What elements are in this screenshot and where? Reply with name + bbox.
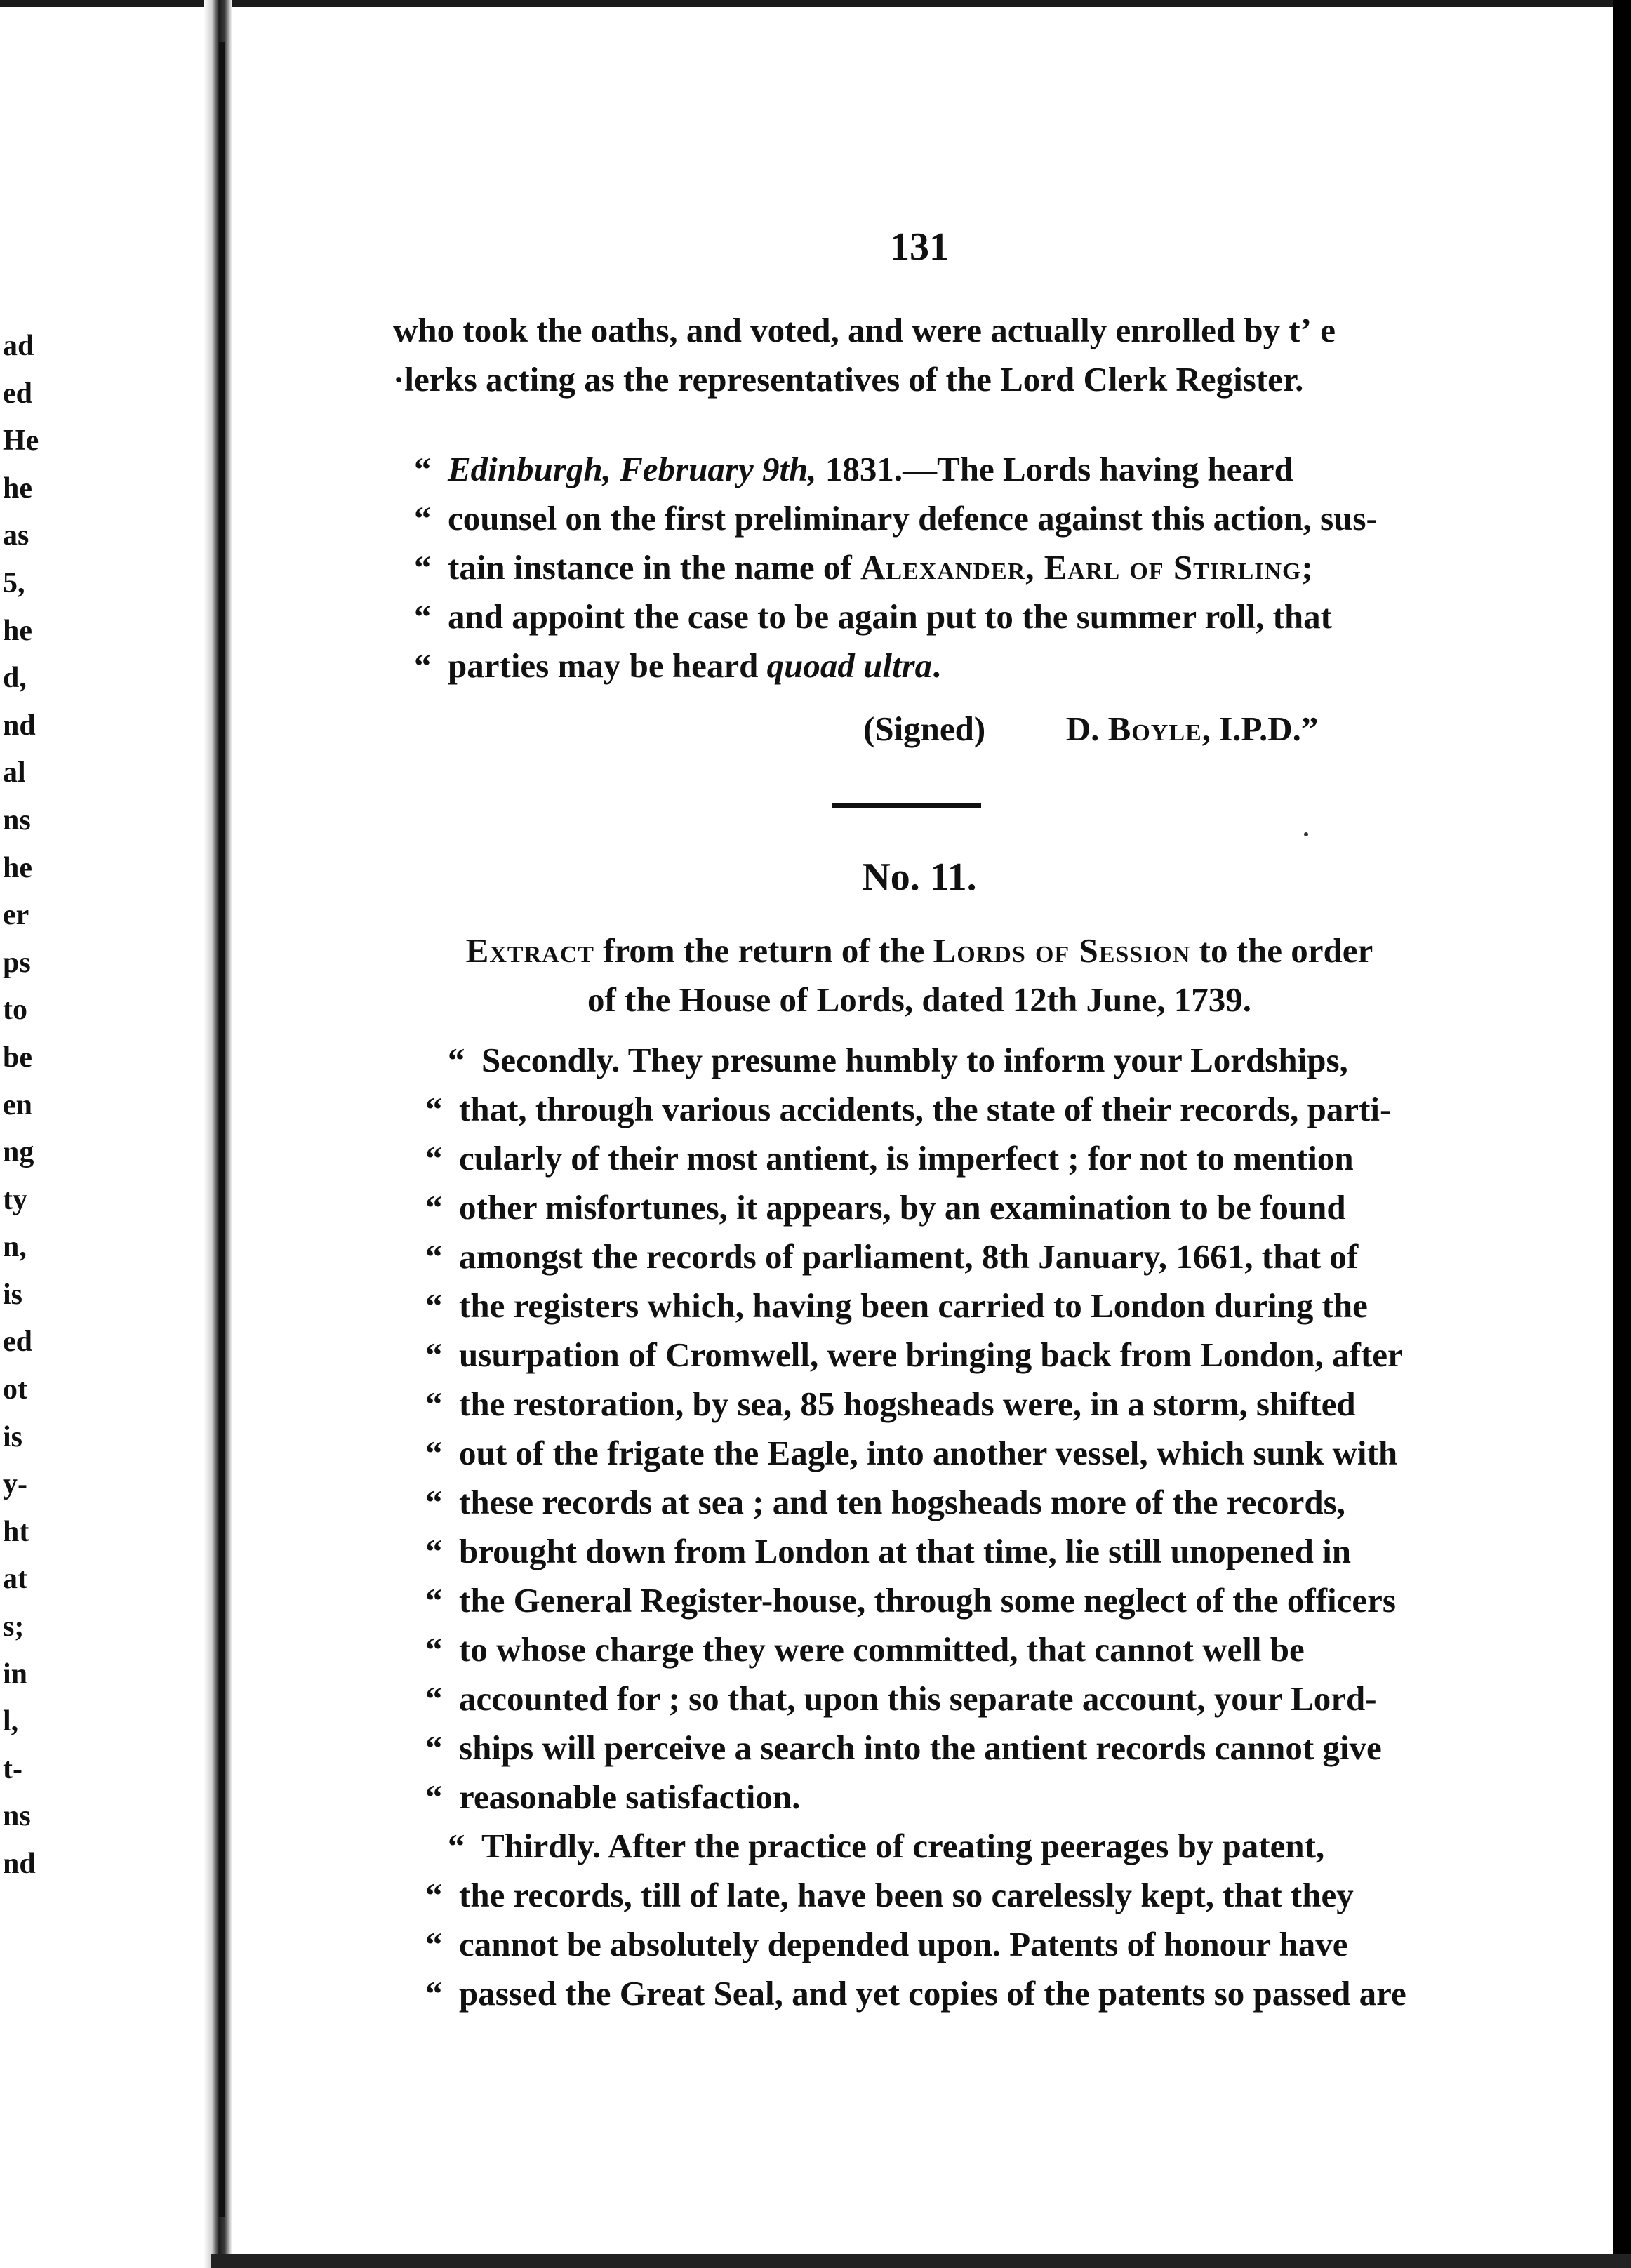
latin-phrase: quoad ultra [766, 646, 933, 685]
prev-page-fragment: be [3, 1041, 32, 1074]
ink-speck [1304, 832, 1308, 836]
quote-mark: “ [425, 1777, 443, 1816]
quote-text: tain instance in the name of [448, 548, 852, 587]
prev-page-fragment: ns [3, 1800, 31, 1833]
prev-page-fragment: ot [3, 1373, 27, 1406]
quote-line [425, 1674, 1464, 1723]
quote-mark: “ [414, 450, 432, 488]
quote-mark: “ [425, 1483, 443, 1521]
quote-line [425, 1969, 1464, 2018]
lords-of-session: Lords of Session [933, 931, 1191, 970]
quote-text: out of the frigate the Eagle, into another vessel, which sunk with [459, 1434, 1398, 1472]
signer-initial: D. [1065, 709, 1100, 748]
prev-page-fragment: nd [3, 709, 36, 742]
interlocutor-quote [414, 445, 1453, 691]
quote-mark: “ [425, 1925, 443, 1963]
quote-text: passed the Great Seal, and yet copies of the patents so passed are [459, 1974, 1406, 2013]
quote-line [425, 1036, 1464, 1085]
prev-page-fragment: y- [3, 1468, 27, 1501]
page-number: 131 [890, 225, 949, 269]
quote-text: the General Register-house, through some neglect of the officers [459, 1581, 1396, 1620]
quote-text: counsel on the first preliminary defence against this action, sus- [448, 499, 1378, 538]
scan-edge-bottom [211, 2254, 1631, 2268]
quote-text: accounted for ; so that, upon this separate account, your Lord- [459, 1679, 1377, 1718]
quote-text: to whose charge they were committed, that cannot well be [459, 1630, 1305, 1669]
quote-mark: “ [425, 1581, 443, 1620]
prev-page-fragment: ed [3, 1326, 32, 1359]
prev-page-fragment: ht [3, 1515, 29, 1548]
signer-title: , I.P.D.” [1201, 709, 1319, 748]
quote-mark: “ [425, 1876, 443, 1914]
extract-body [425, 1036, 1464, 2018]
prev-page-fragment: ty [3, 1183, 27, 1216]
quote-mark: “ [414, 499, 432, 538]
quote-text: usurpation of Cromwell, were bringing back from London, after [459, 1335, 1403, 1374]
prev-page-fragment: is [3, 1278, 23, 1311]
quote-text: ships will perceive a search into the antient records cannot give [459, 1728, 1382, 1767]
quote-text: cannot be absolutely depended upon. Patents of honour have [459, 1925, 1348, 1963]
quote-mark: “ [425, 1188, 443, 1227]
quote-line [414, 543, 1453, 592]
prev-page-fragment: at [3, 1563, 27, 1596]
prev-page-fragment: nd [3, 1848, 36, 1880]
prev-page-fragment: ns [3, 803, 31, 836]
quote-mark: “ [448, 1041, 465, 1079]
intro-paragraph [393, 306, 1432, 404]
prev-page-fragment: in [3, 1657, 28, 1690]
quote-text: ; [1301, 548, 1313, 587]
prev-page-fragment: ng [3, 1136, 34, 1169]
prev-page-fragment: t- [3, 1752, 22, 1785]
quote-line [425, 1478, 1464, 1527]
prev-page-fragment: is [3, 1420, 23, 1453]
quote-line [425, 1281, 1464, 1330]
quote-line [425, 1527, 1464, 1576]
earl-name: Alexander, Earl of Stirling [860, 548, 1302, 587]
quote-line [414, 641, 1453, 691]
scan-edge-right [1613, 0, 1631, 2268]
quote-text: the records, till of late, have been so carelessly kept, that they [459, 1876, 1354, 1914]
extract-heading [414, 926, 1425, 1025]
section-heading: No. 11. [862, 855, 977, 899]
quote-line [414, 445, 1453, 494]
signed-label: (Signed) [863, 709, 986, 748]
quote-mark: “ [425, 1335, 443, 1374]
prev-page-fragment: ps [3, 946, 31, 979]
prev-page-fragment: he [3, 614, 32, 647]
prev-page-fragment: he [3, 472, 32, 505]
quote-text: Secondly. They presume humbly to inform your Lordships, [481, 1041, 1348, 1079]
quote-line [425, 1134, 1464, 1183]
quote-mark: “ [425, 1974, 443, 2013]
quote-text: reasonable satisfaction. [459, 1777, 801, 1816]
quote-line [425, 1429, 1464, 1478]
quote-text: parties may be heard [448, 646, 759, 685]
extract-line [414, 926, 1425, 975]
quote-mark: “ [425, 1237, 443, 1276]
prev-page-fragment: er [3, 899, 29, 932]
quote-mark: “ [414, 646, 432, 685]
scan-edge-top [0, 0, 1631, 7]
prev-page-fragment: as [3, 519, 29, 552]
quote-mark: “ [425, 1286, 443, 1325]
prev-page-fragment: to [3, 994, 27, 1027]
signer-name: Boyle [1107, 709, 1202, 748]
quote-line [425, 1330, 1464, 1380]
quote-mark: “ [425, 1679, 443, 1718]
quote-line [425, 1822, 1464, 1871]
prev-page-fragment: al [3, 756, 26, 789]
quote-mark: “ [425, 1630, 443, 1669]
prev-page-fragment: l, [3, 1705, 19, 1738]
quote-line [425, 1380, 1464, 1429]
quote-text: amongst the records of parliament, 8th January, 1661, that of [459, 1237, 1359, 1276]
quote-text: the registers which, having been carried to London during the [459, 1286, 1368, 1325]
prev-page-fragment: He [3, 425, 39, 458]
quote-mark: “ [425, 1532, 443, 1570]
prev-page-fragment: d, [3, 662, 27, 695]
prev-page-fragment: he [3, 851, 32, 884]
quote-mark: “ [425, 1385, 443, 1423]
quote-text: other misfortunes, it appears, by an examination to be found [459, 1188, 1346, 1227]
quote-line [425, 1920, 1464, 1969]
previous-page-fragments [0, 323, 70, 1888]
quote-line [414, 592, 1453, 641]
quote-mark: “ [425, 1090, 443, 1128]
quote-mark: “ [414, 548, 432, 587]
quote-text: the restoration, by sea, 85 hogsheads were, in a storm, shifted [459, 1385, 1356, 1423]
quote-line [425, 1773, 1464, 1822]
quote-text: cularly of their most antient, is imperfect ; for not to mention [459, 1139, 1354, 1178]
quote-line [414, 494, 1453, 543]
quote-line [425, 1576, 1464, 1625]
prev-page-fragment: 5, [3, 566, 25, 599]
prev-page-fragment: en [3, 1088, 32, 1121]
quote-text: and appoint the case to be again put to the summer roll, that [448, 597, 1333, 636]
prev-page-fragment: ed [3, 377, 32, 410]
quote-line [425, 1085, 1464, 1134]
quote-line [425, 1625, 1464, 1674]
quote-mark: “ [425, 1139, 443, 1178]
extract-line: of the House of Lords, dated 12th June, 1739. [587, 980, 1252, 1019]
extract-word: Extract [465, 931, 594, 970]
quote-line [425, 1183, 1464, 1232]
place-date: Edinburgh, February 9th, [448, 450, 817, 488]
prev-page-fragment: ad [3, 330, 34, 362]
quote-mark: “ [448, 1827, 465, 1865]
book-gutter [204, 0, 232, 2268]
quote-text: . [932, 646, 941, 685]
quote-text: Thirdly. After the practice of creating peerages by patent, [481, 1827, 1325, 1865]
prev-page-fragment: n, [3, 1231, 27, 1264]
signature-line [863, 705, 1318, 754]
section-divider [832, 803, 981, 808]
prev-page-fragment: s; [3, 1610, 25, 1643]
quote-mark: “ [414, 597, 432, 636]
quote-text: these records at sea ; and ten hogsheads more of the records, [459, 1483, 1345, 1521]
quote-line [425, 1871, 1464, 1920]
quote-text: that, through various accidents, the state of their records, parti- [459, 1090, 1392, 1128]
quote-text: brought down from London at that time, lie still unopened in [459, 1532, 1352, 1570]
quote-mark: “ [425, 1434, 443, 1472]
quote-text: 1831.—The Lords having heard [825, 450, 1293, 488]
extract-text: to the order [1199, 931, 1373, 970]
gutter-line [219, 42, 225, 2217]
quote-line [425, 1723, 1464, 1773]
quote-line [425, 1232, 1464, 1281]
quote-mark: “ [425, 1728, 443, 1767]
extract-text: from the return of the [603, 931, 925, 970]
intro-line: ·lerks acting as the representatives of the Lord Clerk Register. [393, 360, 1304, 399]
intro-line: who took the oaths, and voted, and were actually enrolled by tʼ e [393, 311, 1336, 349]
